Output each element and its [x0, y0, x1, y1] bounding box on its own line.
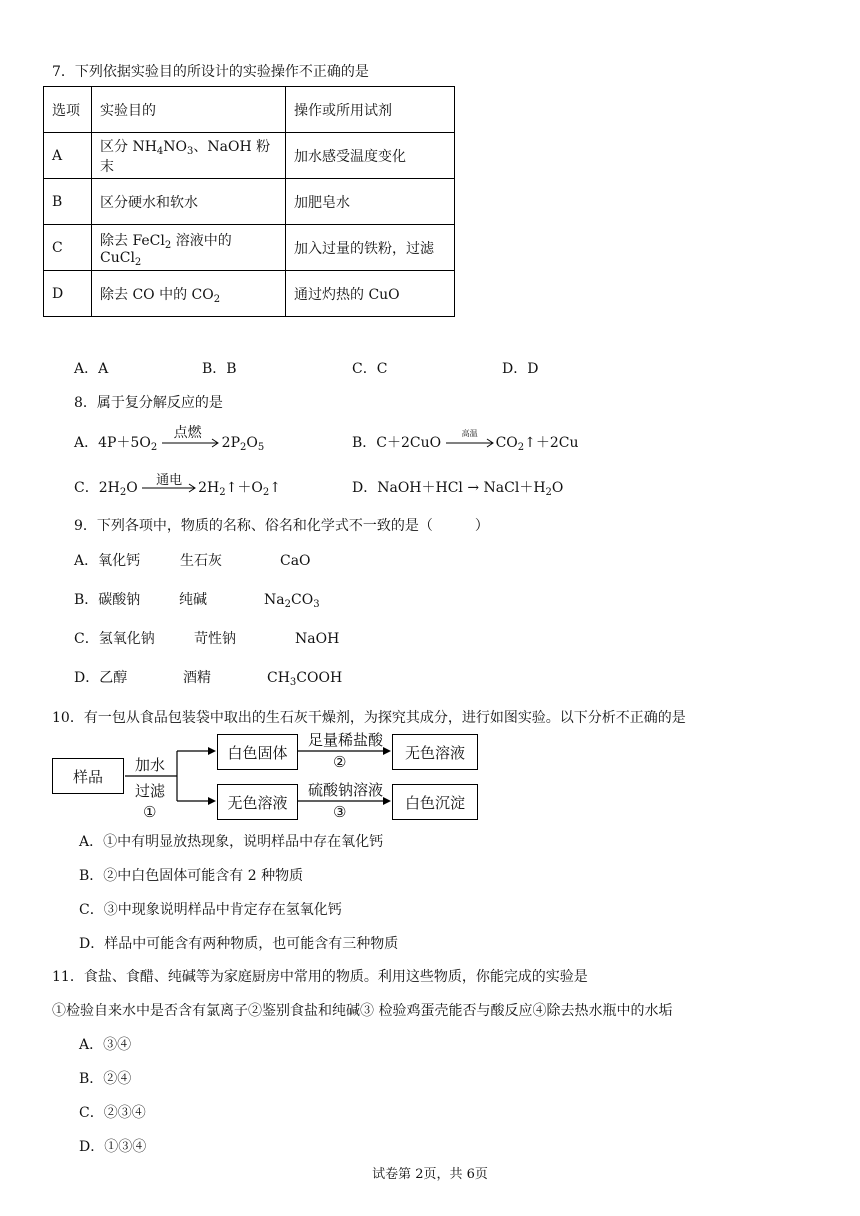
table-cell: 加水感受温度变化 [286, 133, 455, 179]
white-precipitate-box: 白色沉淀 [392, 784, 478, 820]
reaction-condition: 点燃 [173, 425, 202, 441]
q8-stem: 8．属于复分解反应的是 [74, 395, 223, 411]
q10-option-a[interactable]: A．①中有明显放热现象，说明样品中存在氧化钙 [79, 834, 384, 850]
table-header: 选项 [44, 87, 92, 133]
step-1-label: ① [143, 803, 157, 821]
substance-name: B．碳酸钠 [74, 592, 141, 608]
chemical-formula: NaOH [295, 631, 340, 647]
subscript: 5 [257, 442, 265, 453]
chemical-formula: $Na_2CO_3$ [264, 592, 320, 610]
equation-text: ↑＋O [225, 480, 263, 496]
colorless-solution-box-upper: 无色溶液 [392, 734, 478, 770]
common-name: 纯碱 [179, 592, 207, 608]
subscript: 2 [150, 442, 158, 453]
common-name: 生石灰 [180, 553, 222, 569]
equation-text: 2P [221, 435, 240, 451]
q7-stem: 7．下列依据实验目的所设计的实验操作不正确的是 [52, 64, 369, 80]
table-cell: 除去 FeCl$_2$ 溶液中的 CuCl$_2$ [92, 225, 286, 271]
subscript: 2 [517, 442, 525, 453]
table-header: 实验目的 [92, 87, 286, 133]
q9-stem: 9．下列各项中，物质的名称、俗名和化学式不一致的是（ ） [74, 518, 489, 534]
table-cell: 通过灼热的 CuO [286, 271, 455, 317]
equation-text: CO [495, 435, 518, 451]
substance-name: A．氧化钙 [74, 553, 141, 569]
q10-stem: 10．有一包从食品包装袋中取出的生石灰干燥剂，为探究其成分，进行如图实验。以下分析不正确的是 [52, 710, 686, 726]
table-cell: D [44, 271, 92, 317]
hcl-label: 足量稀盐酸 [308, 731, 384, 749]
page-footer: 试卷第 2页，共 6页 [372, 1167, 488, 1182]
q7-option-c[interactable]: C．C [352, 361, 388, 377]
filter-label: 过滤 [135, 782, 166, 800]
equation-text: A．4P＋5O [74, 435, 151, 451]
q11-items: ①检验自来水中是否含有氯离子②鉴别食盐和纯碱③ 检验鸡蛋壳能否与酸反应④除去热水瓶中的水垢 [52, 1003, 673, 1019]
table-cell: 除去 CO 中的 $CO_2$ [92, 271, 286, 317]
table-cell: B [44, 179, 92, 225]
subscript: 2 [262, 487, 270, 498]
q11-option-b[interactable]: B．②④ [79, 1071, 132, 1087]
table-cell: 区分 $NH_4NO_3$、NaOH 粉末 [92, 133, 286, 179]
colorless-solution-box-lower: 无色溶液 [217, 784, 298, 820]
substance-name: D．乙醇 [74, 670, 128, 686]
step-2-label: ② [333, 753, 347, 771]
na2so4-label: 硫酸钠溶液 [308, 781, 384, 799]
reaction-condition: 通电 [156, 473, 183, 488]
subscript: 2 [119, 487, 127, 498]
table-cell: 加肥皂水 [286, 179, 455, 225]
chemical-formula: CaO [280, 553, 311, 569]
white-solid-box: 白色固体 [217, 734, 298, 770]
step-3-label: ③ [333, 803, 347, 821]
equation-text: B．C＋2CuO [352, 435, 442, 451]
equation-text: O [246, 435, 258, 451]
equation-text: O [551, 480, 564, 496]
q11-option-a[interactable]: A．③④ [79, 1037, 132, 1053]
q11-option-d[interactable]: D．①③④ [79, 1139, 147, 1155]
q10-option-b[interactable]: B．②中白色固体可能含有 2 种物质 [79, 868, 304, 884]
table-cell: C [44, 225, 92, 271]
common-name: 酒精 [183, 670, 211, 686]
equation-text: C．2H [74, 480, 120, 496]
subscript: 2 [545, 487, 552, 498]
q7-option-d[interactable]: D．D [502, 361, 539, 377]
table-cell: 加入过量的铁粉，过滤 [286, 225, 455, 271]
common-name: 苛性钠 [194, 631, 236, 647]
equation-text: ↑ [269, 480, 281, 496]
subscript: 2 [219, 487, 226, 498]
subscript: 2 [239, 442, 247, 453]
add-water-label: 加水 [135, 756, 166, 774]
q11-stem: 11．食盐、食醋、纯碱等为家庭厨房中常用的物质。利用这些物质，你能完成的实验是 [52, 969, 588, 985]
table-header: 操作或所用试剂 [286, 87, 455, 133]
reaction-condition: 高温 [461, 429, 478, 438]
table-cell: A [44, 133, 92, 179]
sample-box: 样品 [52, 758, 124, 794]
q10-option-c[interactable]: C．③中现象说明样品中肯定存在氢氧化钙 [79, 902, 342, 918]
q11-option-c[interactable]: C．②③④ [79, 1105, 146, 1121]
q7-option-b[interactable]: B．B [202, 361, 237, 377]
equation-text: O [126, 480, 138, 496]
equation-text: D．NaOH＋HCl → NaCl＋H [352, 480, 546, 496]
chemical-formula: $CH_3COOH$ [267, 670, 343, 688]
q7-option-a[interactable]: A．A [74, 361, 109, 377]
substance-name: C．氢氧化钠 [74, 631, 155, 647]
equation-text: 2H [198, 480, 220, 496]
q10-option-d[interactable]: D．样品中可能含有两种物质，也可能含有三种物质 [79, 936, 399, 952]
equation-text: ↑＋2Cu [524, 435, 579, 451]
table-cell: 区分硬水和软水 [92, 179, 286, 225]
